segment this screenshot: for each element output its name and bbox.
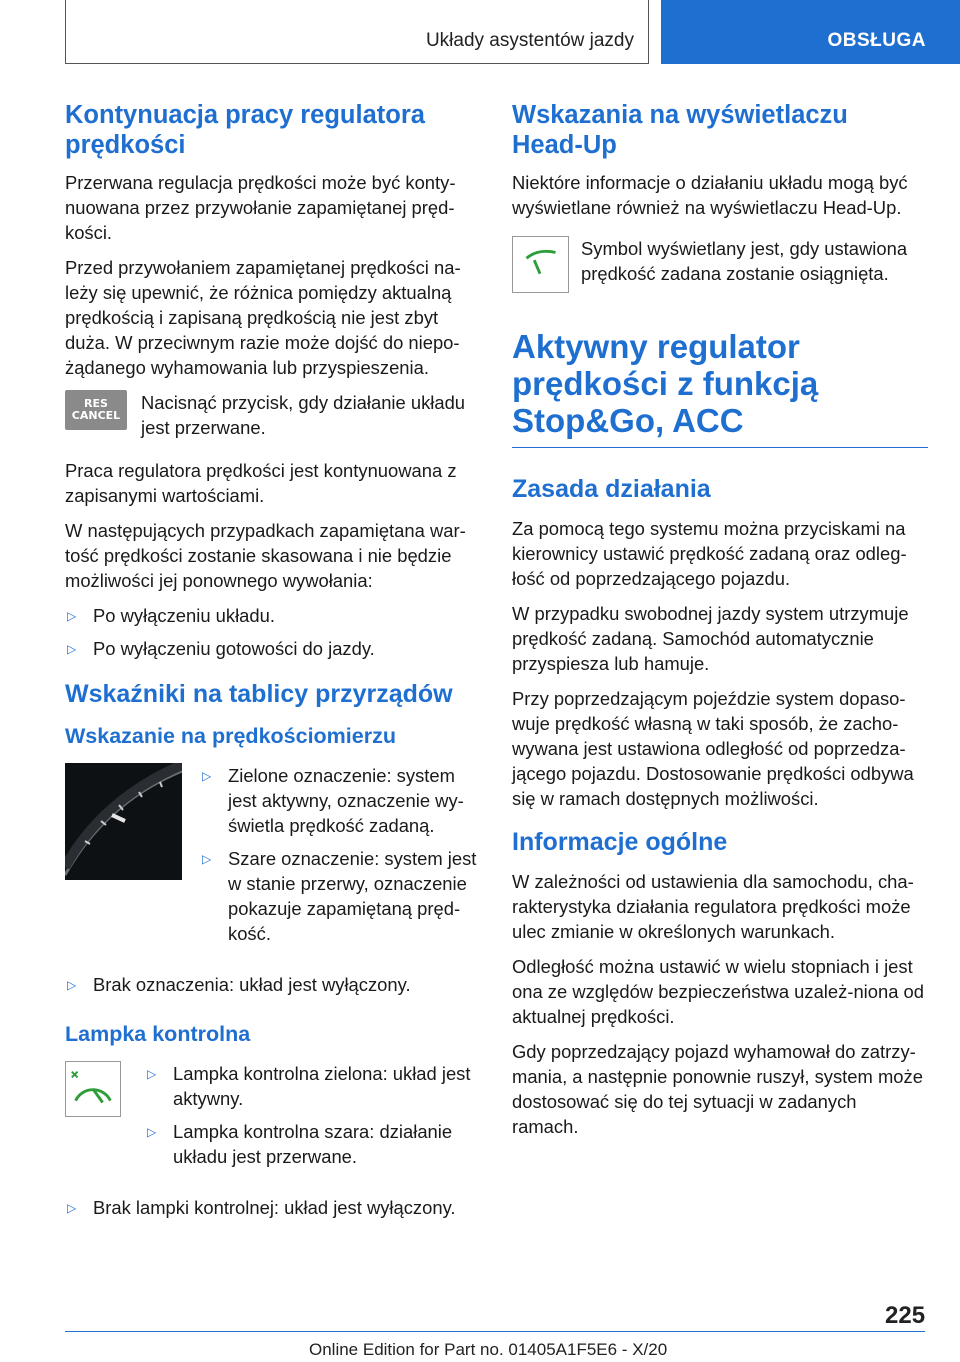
reset-conditions-list: [65, 603, 479, 661]
paragraph: W następujących przypadkach zapamiętana war-tość prędkości zostanie skasowana i nie będzie możliwości jej ponownego wywołania:: [65, 520, 466, 591]
heading-principle: Zasada działania: [512, 475, 711, 503]
paragraph: Za pomocą tego systemu można przyciskami na kierownicy ustawić prędkość zadaną oraz odleg-łość od poprzedzającego pojazdu.: [512, 518, 907, 589]
res-cancel-row: [65, 390, 479, 450]
cruise-indicator-icon: [65, 1061, 121, 1117]
list-item: ▷ Brak lampki kontrolnej: układ jest wyłączony.: [67, 1197, 456, 1218]
speedometer-row: [65, 763, 479, 964]
list-item: ▷ Po wyłączeniu gotowości do jazdy.: [67, 638, 375, 659]
section-title: Układy asystentów jazdy: [425, 30, 634, 51]
paragraph: Niektóre informacje o działaniu układu mogą być wyświetlane również na wyświetlaczu Head-Up.: [512, 172, 908, 218]
footer-edition: Online Edition for Part no. 01405A1F5E6 - X/20: [309, 1340, 668, 1359]
footer-divider: [65, 1331, 925, 1332]
list-item: ▷ Zielone oznaczenie: system jest aktywny, oznaczenie wy-świetla prędkość zadaną.: [202, 765, 464, 836]
paragraph: W zależności od ustawienia dla samochodu, cha-rakterystyka działania regulatora prędkości może ulec zmianie w określonych warunkach.: [512, 871, 914, 942]
paragraph: Odległość można ustawić w wielu stopniach i jest ona ze względów bezpieczeństwa uzależ-niona od aktualnej prędkości.: [512, 956, 925, 1027]
heading-instrument-panel: Wskaźniki na tablicy przyrządów: [65, 680, 453, 708]
left-column: [65, 100, 479, 1230]
list-item: ▷ Po wyłączeniu układu.: [67, 605, 275, 626]
hud-symbol-row: [512, 236, 926, 296]
res-cancel-text: Nacisnąć przycisk, gdy działanie układu jest przerwane.: [141, 392, 466, 438]
heading-head-up: Wskazania na wyświetlaczu Head-Up: [512, 101, 848, 159]
speedometer-list: [200, 763, 479, 954]
list-item: ▷ Szare oznaczenie: system jest w stanie przerwy, oznaczenie pokazuje zapamiętaną pręd-kość.: [202, 848, 477, 944]
paragraph: W przypadku swobodnej jazdy system utrzymuje prędkość zadaną. Samochód automatycznie przyspiesza lub hamuje.: [512, 603, 909, 674]
chapter-tab-label: OBSŁUGA: [827, 30, 926, 51]
speedometer-extra-list: [65, 972, 479, 997]
indicator-lamp-row: [65, 1061, 479, 1187]
right-column: [512, 100, 926, 1149]
paragraph: Przed przywołaniem zapamiętanej prędkości na-leży się upewnić, że różnica pomiędzy aktualną prędkością i zapisaną prędkością nie jest zbyt duża. W przeciwnym razie może dojść do niepo-żądanego wyhamowania lub przyspieszenia.: [65, 257, 461, 378]
list-item: ▷ Lampka kontrolna szara: działanie układu jest przerwane.: [147, 1121, 453, 1167]
heading-continue-cruise: Kontynuacja pracy regulatora prędkości: [65, 101, 425, 159]
paragraph: Gdy poprzedzający pojazd wyhamował do zatrzy-mania, a następnie ponownie ruszył, system może dostosować się do tej sytuacji w zadanych ramach.: [512, 1041, 923, 1137]
paragraph: Praca regulatora prędkości jest kontynuowana z zapisanymi wartościami.: [65, 460, 457, 506]
heading-general-info: Informacje ogólne: [512, 828, 728, 856]
chapter-tab[interactable]: [661, 0, 960, 64]
heading-speedometer: Wskazanie na prędkościomierzu: [65, 724, 396, 748]
hud-speed-reached-icon: [512, 236, 569, 293]
indicator-lamp-list: [133, 1061, 479, 1177]
paragraph: Przy poprzedzającym pojeździe system dopaso-wuje prędkość własną w taki sposób, że zacho-wywana jest ustawiona odległość od poprzedza-jącego pojazdu. Dostosowanie prędkości odbywa się w ramach dostępnych możliwości.: [512, 688, 914, 809]
heading-acc: Aktywny regulator prędkości z funkcją Stop&Go, ACC: [512, 328, 928, 448]
heading-indicator-lamp: Lampka kontrolna: [65, 1022, 251, 1046]
page-number: 225: [885, 1302, 926, 1329]
hud-symbol-text: Symbol wyświetlany jest, gdy ustawiona prędkość zadana zostanie osiągnięta.: [581, 238, 908, 284]
header-box: [65, 0, 649, 64]
speedometer-image: [65, 763, 182, 880]
indicator-lamp-extra-list: [65, 1195, 479, 1220]
res-cancel-button-icon: RES CANCEL: [65, 390, 127, 430]
list-item: ▷ Lampka kontrolna zielona: układ jest aktywny.: [147, 1063, 471, 1109]
list-item: ▷ Brak oznaczenia: układ jest wyłączony.: [67, 974, 411, 995]
paragraph: Przerwana regulacja prędkości może być konty-nuowana przez przywołanie zapamiętanej pręd-kości.: [65, 172, 456, 243]
